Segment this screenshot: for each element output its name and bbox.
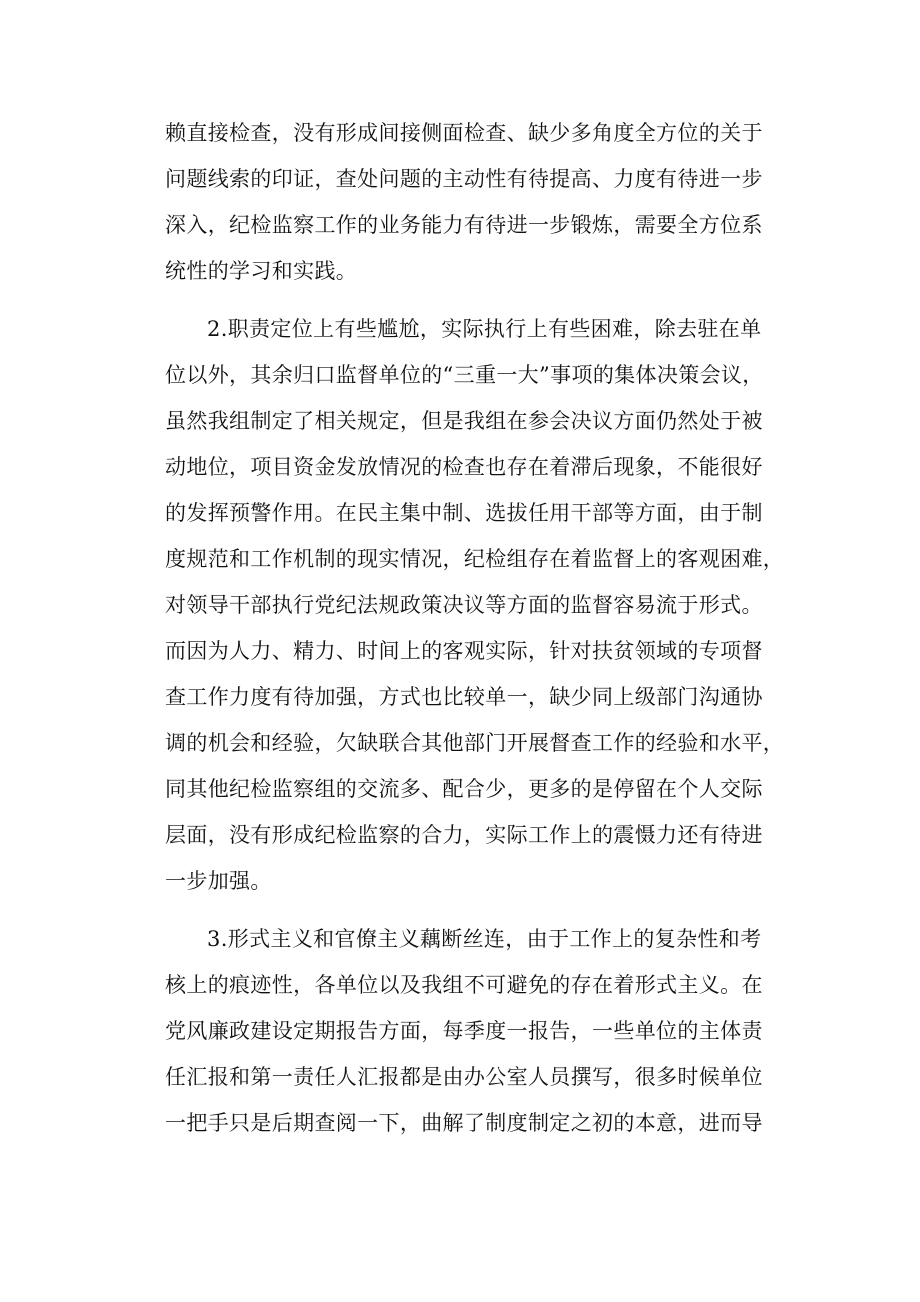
- text-line: 核上的痕迹性，各单位以及我组不可避免的存在着形式主义。在: [165, 973, 763, 997]
- text-line: 党风廉政建设定期报告方面，每季度一报告，一些单位的主体责: [165, 1019, 763, 1043]
- text-line: 位以外，其余归口监督单位的“三重一大”事项的集体决策会议，: [165, 363, 764, 387]
- text-line: 一步加强。: [165, 869, 272, 893]
- text-line: 3.形式主义和官僚主义藕断丝连，由于工作上的复杂性和考: [207, 927, 762, 951]
- text-line: 一把手只是后期查阅一下，曲解了制度制定之初的本意，进而导: [165, 1111, 763, 1135]
- text-line: 统性的学习和实践。: [165, 259, 358, 283]
- paragraph-gap: [165, 904, 760, 916]
- text-line: 的发挥预警作用。在民主集中制、选拔任用干部等方面，由于制: [165, 501, 763, 525]
- text-line: 层面，没有形成纪检监察的合力，实际工作上的震慑力还有待进: [165, 823, 763, 847]
- text-line: 虽然我组制定了相关规定，但是我组在参会决议方面仍然处于被: [165, 409, 763, 433]
- text-line: 查工作力度有待加强，方式也比较单一，缺少同上级部门沟通协: [165, 685, 763, 709]
- text-line: 度规范和工作机制的现实情况，纪检组存在着监督上的客观困难，: [165, 547, 785, 571]
- text-line: 深入，纪检监察工作的业务能力有待进一步锻炼，需要全方位系: [165, 213, 763, 237]
- text-line: 调的机会和经验，欠缺联合其他部门开展督查工作的经验和水平，: [165, 731, 785, 755]
- text-line: 而因为人力、精力、时间上的客观实际，针对扶贫领域的专项督: [165, 639, 763, 663]
- text-line: 同其他纪检监察组的交流多、配合少，更多的是停留在个人交际: [165, 777, 763, 801]
- paragraph-3: [165, 916, 763, 1146]
- document-body: [165, 110, 785, 1146]
- text-line: 对领导干部执行党纪法规政策决议等方面的监督容易流于形式。: [165, 593, 763, 617]
- text-line: 赖直接检查，没有形成间接侧面检查、缺少多角度全方位的关于: [165, 121, 763, 145]
- text-line: 动地位，项目资金发放情况的检查也存在着滞后现象，不能很好: [165, 455, 763, 479]
- paragraph-2: [165, 306, 785, 904]
- text-line: 问题线索的印证，查处问题的主动性有待提高、力度有待进一步: [165, 167, 763, 191]
- text-line: 2.职责定位上有些尴尬，实际执行上有些困难，除去驻在单: [207, 317, 762, 341]
- paragraph-gap: [165, 294, 760, 306]
- paragraph-1: [165, 110, 763, 294]
- text-line: 任汇报和第一责任人汇报都是由办公室人员撰写，很多时候单位: [165, 1065, 763, 1089]
